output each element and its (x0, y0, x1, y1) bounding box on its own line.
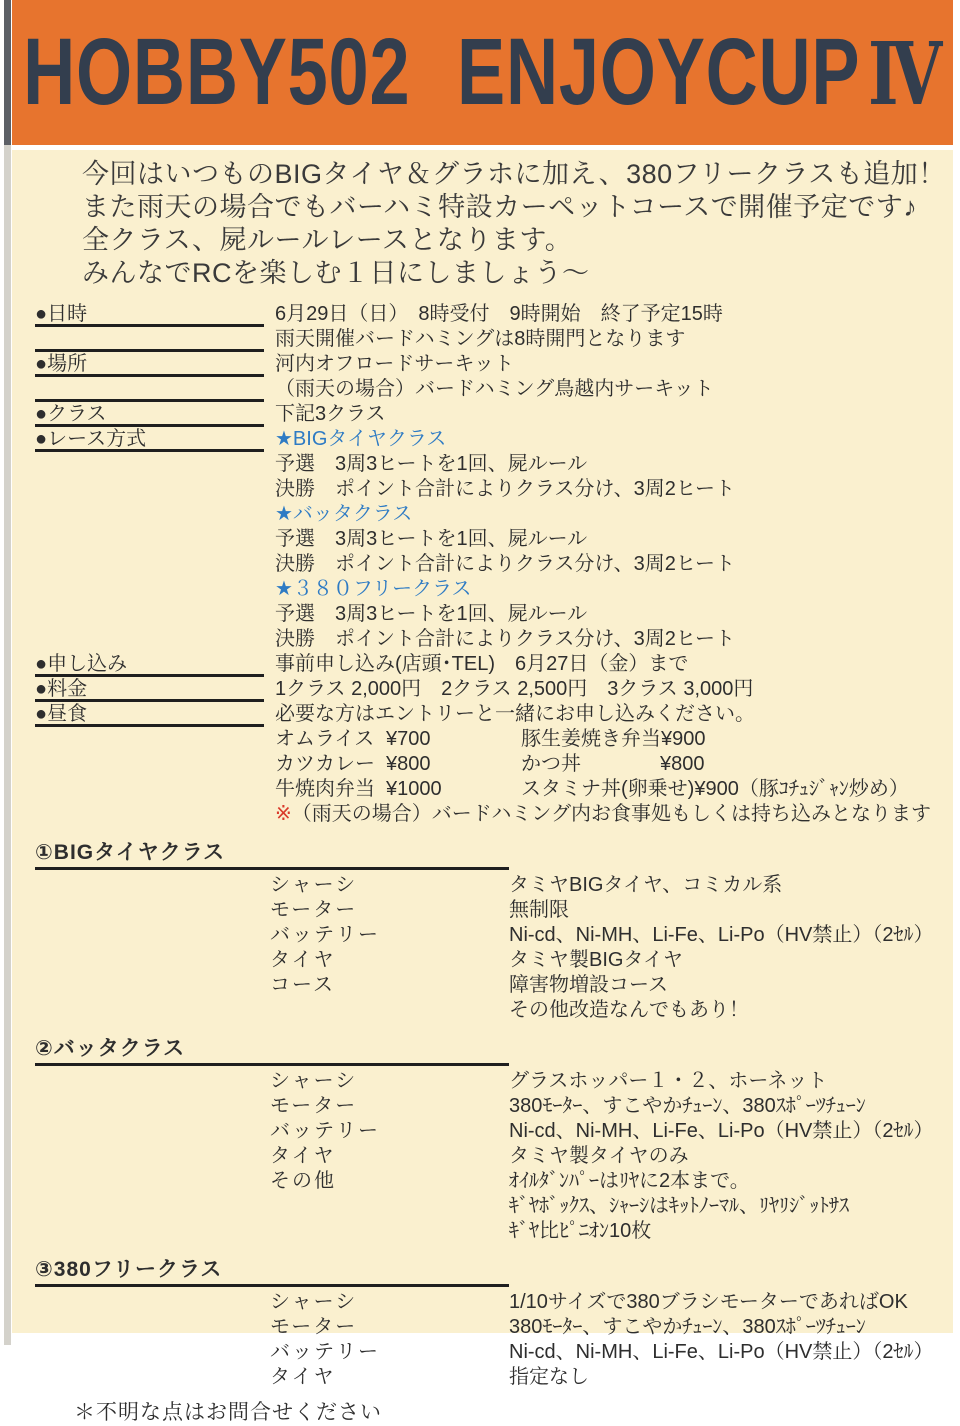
spec-label (270, 1219, 509, 1244)
note-mark: ※ (275, 803, 292, 825)
detail-row-entry (12, 652, 953, 677)
spec-value: タミヤ製タイヤのみ (509, 1145, 689, 1167)
detail-text: 雨天開催バードハミングは8時開門となります (275, 328, 686, 350)
spec-label: シャーシ (270, 874, 358, 896)
spec-row (12, 1069, 953, 1094)
lunch-price: ¥800 (386, 753, 431, 775)
class-name-batta: ★バッタクラス (275, 503, 413, 525)
detail-label (35, 552, 264, 574)
detail-row-place-rain (12, 377, 953, 402)
detail-label (35, 527, 264, 549)
spec-label: モーター (270, 1316, 358, 1338)
intro-line: 全クラス、屍ルールレースとなります。 (82, 225, 573, 255)
lunch-rain-note-row (12, 802, 953, 827)
lunch-price: ¥900 (694, 778, 739, 800)
lunch-price: ¥1000 (386, 778, 442, 800)
spec-value: 障害物増設コース (509, 974, 668, 996)
lunch-item: 牛焼肉弁当 (275, 778, 375, 800)
event-title (23, 18, 942, 127)
detail-row-race-format (12, 427, 953, 452)
detail-text: 6月29日（日） 8時受付 9時開始 終了予定15時 (275, 303, 723, 325)
detail-label (35, 752, 264, 774)
spec-value: その他改造なんでもあり！ (509, 999, 749, 1021)
detail-text: 下記3クラス (275, 403, 386, 425)
spec-value: グラスホッパー１・２、ホーネット (509, 1070, 828, 1092)
lunch-menu-items (275, 777, 953, 802)
detail-label (35, 802, 264, 824)
detail-row (12, 452, 953, 477)
spec-label: シャーシ (270, 1291, 358, 1313)
intro-paragraph (12, 150, 953, 290)
spec-value: Ni-cd、Ni-MH、Li-Fe、Li-Po（HV禁止）（2ｾﾙ） (509, 924, 934, 946)
spec-value: 380ﾓｰﾀｰ、すこやかﾁｭｰﾝ、380ｽﾎﾟｰﾂﾁｭｰﾝ (509, 1316, 866, 1338)
spec-label: その他 (270, 1170, 336, 1192)
lunch-price: ¥700 (386, 728, 431, 750)
detail-label: ●申し込み (35, 652, 264, 677)
spec-value: タミヤBIGタイヤ、コミカル系 (509, 874, 783, 896)
spec-value: 380ﾓｰﾀｰ、すこやかﾁｭｰﾝ、380ｽﾎﾟｰﾂﾁｭｰﾝ (509, 1095, 866, 1117)
intro-line: 今回はいつものBIGタイヤ＆グラホに加え、380フリークラスも追加！ (82, 159, 946, 189)
spec-label: モーター (270, 899, 358, 921)
section-380-free-class (12, 1258, 953, 1390)
detail-text: 決勝 ポイント合計によりクラス分け、3周2ヒート (275, 553, 736, 575)
page-edge-shadow-top (4, 0, 11, 145)
spec-value: ｷﾞﾔﾎﾞｯｸｽ、ｼｬｰｼはｷｯﾄﾉｰﾏﾙ、ﾘﾔﾘｼﾞｯﾄｻｽ (509, 1195, 849, 1217)
detail-label (35, 502, 264, 524)
section-title: ③380フリークラス (35, 1258, 509, 1287)
spec-value: Ni-cd、Ni-MH、Li-Fe、Li-Po（HV禁止）（2ｾﾙ） (509, 1341, 934, 1363)
detail-label (35, 777, 264, 799)
event-title-text: HOBBY502 ENJOYCUP (22, 19, 861, 125)
spec-row (12, 873, 953, 898)
lunch-menu-items (275, 752, 953, 777)
detail-row-class (12, 402, 953, 427)
spec-label: バッテリー (270, 1341, 380, 1363)
spec-value: 1/10サイズで380ブラシモーターであればOK (509, 1291, 908, 1313)
section-title: ②バッタクラス (35, 1037, 509, 1066)
detail-row (12, 552, 953, 577)
spec-row (12, 1219, 953, 1244)
spec-row (12, 973, 953, 998)
lunch-rain-note (275, 802, 953, 827)
detail-label: ●場所 (35, 352, 264, 377)
spec-label: バッテリー (270, 924, 380, 946)
spec-row (12, 923, 953, 948)
spec-row (12, 1365, 953, 1390)
note-text: （雨天の場合）バードハミング内お食事処もしくは持ち込みとなります (291, 803, 931, 825)
lunch-item: かつ丼 (521, 753, 581, 775)
detail-label: ●料金 (35, 677, 264, 702)
spec-row (12, 998, 953, 1023)
detail-text: 予選 3周3ヒートを1回、屍ルール (275, 603, 588, 625)
lunch-price: ¥800 (660, 753, 705, 775)
spec-value: タミヤ製BIGタイヤ (509, 949, 684, 971)
detail-row (12, 477, 953, 502)
spec-row (12, 1290, 953, 1315)
detail-label (35, 727, 264, 749)
spec-row (12, 1144, 953, 1169)
spec-row (12, 1315, 953, 1340)
lunch-price: ¥900 (661, 728, 706, 750)
detail-label: ●クラス (35, 402, 264, 427)
spec-label: タイヤ (270, 1366, 336, 1388)
spec-value: Ni-cd、Ni-MH、Li-Fe、Li-Po（HV禁止）（2ｾﾙ） (509, 1120, 934, 1142)
lunch-item: オムライス (275, 728, 375, 750)
detail-row-place (12, 352, 953, 377)
event-banner (12, 0, 953, 145)
spec-label: バッテリー (270, 1120, 380, 1142)
spec-label (270, 1194, 509, 1219)
detail-text: 1クラス 2,000円 2クラス 2,500円 3クラス 3,000円 (275, 678, 754, 700)
spec-label: シャーシ (270, 1070, 358, 1092)
lunch-menu-row (12, 727, 953, 752)
lunch-item: カツカレー (275, 753, 375, 775)
detail-row-datetime-note (12, 327, 953, 352)
detail-label (35, 602, 264, 624)
detail-text: 事前申し込み(店頭･TEL) 6月27日（金）まで (275, 653, 689, 675)
detail-text: 予選 3周3ヒートを1回、屍ルール (275, 528, 588, 550)
lunch-item: 豚生姜焼き弁当 (521, 728, 661, 750)
detail-row-datetime (12, 302, 953, 327)
detail-text: （雨天の場合）バードハミング鳥越内サーキット (275, 378, 714, 400)
spec-row (12, 1094, 953, 1119)
detail-label (35, 577, 264, 599)
spec-label (270, 998, 509, 1023)
lunch-item: スタミナ丼(卵乗せ) (521, 778, 695, 800)
contact-note: ＊不明な点はお問合せください (74, 1401, 382, 1424)
spec-label: タイヤ (270, 949, 336, 971)
class-name-380-free: ★３８０フリークラス (275, 578, 472, 600)
spec-row (12, 948, 953, 973)
intro-line: また雨天の場合でもバーハミ特設カーペットコースで開催予定です♪ (82, 192, 918, 222)
section-title: ①BIGタイヤクラス (35, 841, 509, 870)
detail-label: ●レース方式 (35, 427, 264, 452)
page-edge-shadow-bottom (4, 145, 11, 1345)
spec-label: コース (270, 974, 335, 996)
spec-row (12, 1194, 953, 1219)
detail-row-fee (12, 677, 953, 702)
spec-row (12, 898, 953, 923)
detail-text: 決勝 ポイント合計によりクラス分け、3周2ヒート (275, 478, 736, 500)
lunch-item-note: （豚ｺﾁｭｼﾞｬﾝ炒め） (738, 778, 909, 800)
detail-label: ●昼食 (35, 702, 264, 727)
spec-label: モーター (270, 1095, 358, 1117)
detail-text: 河内オフロードサーキット (275, 353, 514, 375)
detail-label (35, 327, 264, 352)
lunch-menu-row (12, 752, 953, 777)
detail-label: ●日時 (35, 302, 264, 327)
detail-text: 予選 3周3ヒートを1回、屍ルール (275, 453, 588, 475)
event-title-numeral: Ⅳ (867, 24, 943, 125)
spec-row (12, 1340, 953, 1365)
spec-row (12, 1169, 953, 1194)
lunch-menu-row (12, 777, 953, 802)
spec-value: 指定なし (509, 1366, 589, 1388)
detail-text: 必要な方はエントリーと一緒にお申し込みください。 (275, 703, 755, 725)
detail-row (12, 502, 953, 527)
detail-row (12, 627, 953, 652)
spec-value: ｵｲﾙﾀﾞﾝﾊﾟｰはﾘﾔに2本まで。 (509, 1170, 750, 1192)
flyer-body (12, 150, 953, 1424)
spec-row (12, 1119, 953, 1144)
spec-value: 無制限 (509, 899, 569, 921)
detail-label (35, 627, 264, 649)
detail-label (35, 452, 264, 474)
section-batta-class (12, 1037, 953, 1244)
detail-text: 決勝 ポイント合計によりクラス分け、3周2ヒート (275, 628, 736, 650)
detail-row-lunch (12, 702, 953, 727)
detail-row (12, 527, 953, 552)
detail-row (12, 577, 953, 602)
detail-row (12, 602, 953, 627)
class-name-big-tire: ★BIGタイヤクラス (275, 428, 447, 450)
spec-label: タイヤ (270, 1145, 336, 1167)
section-big-tire-class (12, 841, 953, 1023)
event-details-table (12, 302, 953, 827)
lunch-menu-items (275, 727, 953, 752)
detail-label (35, 377, 264, 402)
detail-label (35, 477, 264, 499)
intro-line: みんなでRCを楽しむ１日にしましょう～ (82, 258, 590, 288)
spec-value: ｷﾞﾔ比ﾋﾟﾆｵﾝ10枚 (509, 1220, 652, 1242)
